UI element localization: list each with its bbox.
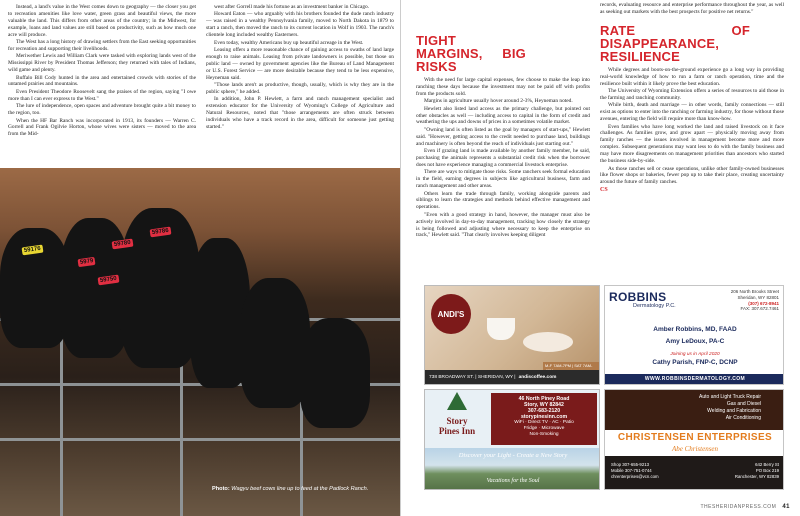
story-pines-logo <box>429 396 485 436</box>
right-column-2 <box>600 2 784 194</box>
paragraph: As those ranches sell or cease operations, unlike other family-owned businesses like flower shops or bakeries, fewer pop up to take their place, creating uncertainty around the future of family ranches. <box>600 165 784 186</box>
christensen-ad[interactable] <box>604 389 784 490</box>
christensen-city: Ranchester, WY 82839 <box>734 473 779 479</box>
paragraph: Even families who have long worked the land and raised livestock on it face challenges. As families grow, and grow apart — physically moving away from family ranches — the issues involved in management become more and more complex. Subsequent generations may want less to do with the family business and may have more disagreements on management priorities than ancestors who started the business side-by-side. <box>600 123 784 165</box>
story-amenities: WiFi · Direct TV · AC · Patio <box>514 420 574 425</box>
story-city: Story, WY 82842 <box>524 402 564 408</box>
paragraph: With the need for large capital expenses, few choose to make the leap into ranching these days because the investment may not be paid off with profits from the products sold. <box>416 77 590 97</box>
story-amenities-3: Non-Smoking <box>529 432 559 437</box>
story-tagline-2: Vacations for the Soul <box>486 478 540 484</box>
robbins-ad[interactable] <box>604 285 784 385</box>
ear-tag: 59780 <box>112 239 134 250</box>
paragraph: There are ways to mitigate those risks. Some ranchers seek formal education in the field, earning degrees in subjects like agricultural business, farm and ranch management and other areas. <box>416 169 590 190</box>
fence-post <box>60 318 63 516</box>
christensen-street: 642 Berry St <box>755 462 779 467</box>
robbins-sub: Dermatology P.C. <box>633 303 676 309</box>
logo-line-2: Pines Inn <box>438 426 476 436</box>
story-site[interactable]: storypinesinn.com <box>520 414 568 420</box>
heading-tight-margins: TIGHT MARGINS, BIG RISKS <box>416 33 526 74</box>
story-pines-ad[interactable] <box>424 389 600 490</box>
paragraph: Even if grazing land is made available by another family member, he said, purchasing the animals represents a substantial credit risk when the borrower does not have experience managing a commercial livestock enterprise. <box>416 148 590 168</box>
cow <box>300 318 370 428</box>
paragraph: Even President Theodore Roosevelt sang the praises of the region, saying "I owe more than I can ever express to the West." <box>8 88 196 102</box>
robbins-phone: (307) 672-8941 <box>748 300 779 306</box>
story-tagline-1: Discover your Light - Create a New Story <box>458 452 568 459</box>
footer-site[interactable]: THESHERIDANPRESS.COM <box>700 504 777 510</box>
page-number: 41 <box>782 504 790 510</box>
right-column-1-body <box>416 77 590 239</box>
ear-tag: 59176 <box>22 245 44 256</box>
heading-rate-of-disappearance: RATE OF DISAPPEARANCE, RESILIENCE <box>600 22 750 64</box>
paragraph: When the HF Bar Ranch was incorporated in 1913, its founders — Warren C. Gorrell and Frank Ogilvie Horton, whose wives were sisters — moved to the area from the Mid- <box>8 117 196 138</box>
coffee-cup <box>487 318 515 340</box>
andis-site[interactable]: andiscoffee.com <box>518 374 557 380</box>
logo-line-1: Story <box>446 416 468 426</box>
ear-tag: 5979 <box>78 257 96 267</box>
service-item: Air Conditioning <box>725 415 761 421</box>
paragraph: While degrees and boots-on-the-ground experience go a long way in providing real-world knowledge of how to run a farm or ranch operation, time and the resilience built within it likely prove the best education. <box>600 66 784 87</box>
paragraph: Leasing offers a more reasonable chance of gaining access to swaths of land large enough to raise animals. Leasing from private landowners is possible, but those on public land — owned by government agencies like the Bureau of Land Management or U.S. Forest Service — are more desirable because they tend to be less expensive, Heyneman said. <box>206 46 394 81</box>
paragraph: The lure of independence, open spaces and adventure brought quite a bit money to the region, too. <box>8 103 196 117</box>
christensen-owner: Abe Christensen <box>671 445 719 453</box>
christensen-contact <box>605 456 784 490</box>
paragraph: Howard Eaton — who arguably with his brothers founded the dude ranch industry — was raised in a wealthy Pennsylvania family, moved to North Dakota in 1879 to start a ranch, then moved the ranch to its current location in Wolf in 1903. The ranch's clientele long included wealthy Easterners. <box>206 11 394 39</box>
service-item: Welding and Fabrication <box>707 408 761 414</box>
andis-address: 738 BROADWAY ST. | SHERIDAN, WY | <box>429 374 516 380</box>
story-amenities-2: Fridge · Microwave <box>523 426 565 431</box>
ad-block <box>424 285 784 490</box>
left-column-2 <box>206 4 394 164</box>
paragraph: "Those lands aren't as productive, though, usually, which is why they are in the public sphere," he added. <box>206 81 394 95</box>
andis-address-bar <box>425 370 600 384</box>
caption-label: Photo: <box>212 486 230 492</box>
story-phone: 307-683-2120 <box>527 408 561 414</box>
story-address: 46 North Piney Road <box>518 396 570 402</box>
robbins-doctor-1: Amber Robbins, MD, FAAD <box>653 326 737 333</box>
right-column-1 <box>416 34 590 240</box>
robbins-doctor-2: Amy LeDoux, PA-C <box>665 338 725 345</box>
photo-caption <box>212 486 368 492</box>
right-column-2-body <box>600 67 784 194</box>
end-mark-icon: CS <box>600 186 608 193</box>
christensen-contact-left <box>611 462 659 479</box>
robbins-url[interactable]: WWW.ROBBINSDERMATOLOGY.COM <box>605 374 784 384</box>
christensen-name: CHRISTENSEN ENTERPRISES <box>617 432 773 443</box>
paragraph: Others learn the trade through family, working alongside parents and siblings to learn the strategies and methods behind effective management and operations. <box>416 190 590 211</box>
andis-hours: M-F 7AM-7PM | SAT 7AM- <box>543 362 599 374</box>
robbins-city: Sheridan, WY 82801 <box>737 294 779 300</box>
cattle-photo <box>0 168 400 516</box>
pastry-plate <box>523 332 573 352</box>
paragraph: Margins in agriculture usually hover around 2-3%, Heyneman noted. <box>424 98 573 105</box>
robbins-name: ROBBINS <box>609 290 667 304</box>
andis-ad[interactable] <box>424 285 600 385</box>
paragraph: In addition, John P. Hewlett, a farm and ranch management specialist and extension educator for the University of Wyoming's College of Agriculture and Natural Resources, noted that "those arrangements are often struck between individuals who have a track record in the area, difficult for someone just getting started." <box>206 96 394 130</box>
robbins-joining: Joining us in April 2020 <box>670 352 720 357</box>
paragraph: "Owning land is often listed as the goal by managers of start-ups," Hewlett said. "However, getting access to the credit needed to purchase land, buildings and machinery is often beyond the reach of individuals just starting out." <box>416 126 590 147</box>
column-lead: records, evaluating resource and enterprise performance throughout the year, as well as seeking out markets with the best prospects for positive net returns." <box>600 2 784 15</box>
service-item: Auto and Light Truck Repair <box>699 394 761 400</box>
paragraph: The University of Wyoming Extension offers a series of resources to aid those in the farming and ranching community. <box>600 88 784 101</box>
paragraph: Buffalo Bill Cody hunted in the area and entertained crowds with stories of the untamed prairies and mountains. <box>8 74 196 88</box>
service-item: Gas and Diesel <box>726 401 761 407</box>
andis-logo: ANDI'S <box>431 294 471 334</box>
caption-text: Wagyu beef cows line up to feed at the Padlock Ranch. <box>231 486 369 492</box>
paragraph: Meriwether Lewis and William Clark were tasked with exploring lands west of the Mississippi River by President Thomas Jefferson; they returned with tales of Indians, wild game and plenty. <box>8 53 196 74</box>
christensen-email[interactable]: chrenterprises@vcn.com <box>611 473 659 479</box>
christensen-mobile: Mobile 307-751-0744 <box>611 467 652 473</box>
robbins-address <box>731 289 779 312</box>
christensen-contact-right <box>735 462 779 479</box>
paragraph: Hewlett also listed land access as the primary challenge, but pointed out other obstacles as well — including access to capital in the form of credit and weathering the ups and downs of prices in a sometimes volatile market. <box>416 105 590 126</box>
christensen-shop: Shop 307-655-9213 <box>611 462 649 467</box>
christensen-box: PO Box 219 <box>755 467 779 473</box>
paragraph: While birth, death and marriage — in other words, family connections — still exist as options to enter into the ranching or farming industry, for those without those avenues, entering the field will require more than know-how. <box>600 102 784 123</box>
robbins-street: 206 North Brooks Street <box>730 289 779 294</box>
page-footer <box>700 504 790 510</box>
left-article-columns <box>8 4 394 164</box>
ear-tag: 59750 <box>98 275 120 286</box>
story-pines-info <box>491 393 597 445</box>
paragraph: The West has a long history of drawing settlers from the East seeking opportunities for recreation and supporting their livelihoods. <box>8 39 196 52</box>
robbins-fax: FAX: 307.672.7461 <box>740 306 779 312</box>
paragraph: Instead, a land's value in the West comes down to geography — the closer you get to recreation amenities like love water, green grass and beautiful views, the more valuable the land. This differs from other areas of the country; in the Midwest, for example, loans and land values are still based on productivity, such as how much one acre will produce. <box>8 4 196 38</box>
christensen-services <box>605 390 784 430</box>
left-column-1 <box>8 4 196 164</box>
ear-tag: 59786 <box>150 227 172 238</box>
paragraph: "Even with a good strategy in hand, however, the manager must also be actively involved in day-to-day management, tracking how closely the strategy is being followed and adjusting where necessary to keep the enterprise on track," Hewlett said. "That clearly involves keeping diligent <box>416 211 590 239</box>
paragraph: Even today, wealthy Americans buy up beautiful acreage in the West. <box>214 39 364 46</box>
paragraph: west after Gorrell made his fortune as an investment banker in Chicago. <box>214 4 370 10</box>
robbins-doctor-3: Cathy Parish, FNP-C, DCNP <box>652 359 738 366</box>
